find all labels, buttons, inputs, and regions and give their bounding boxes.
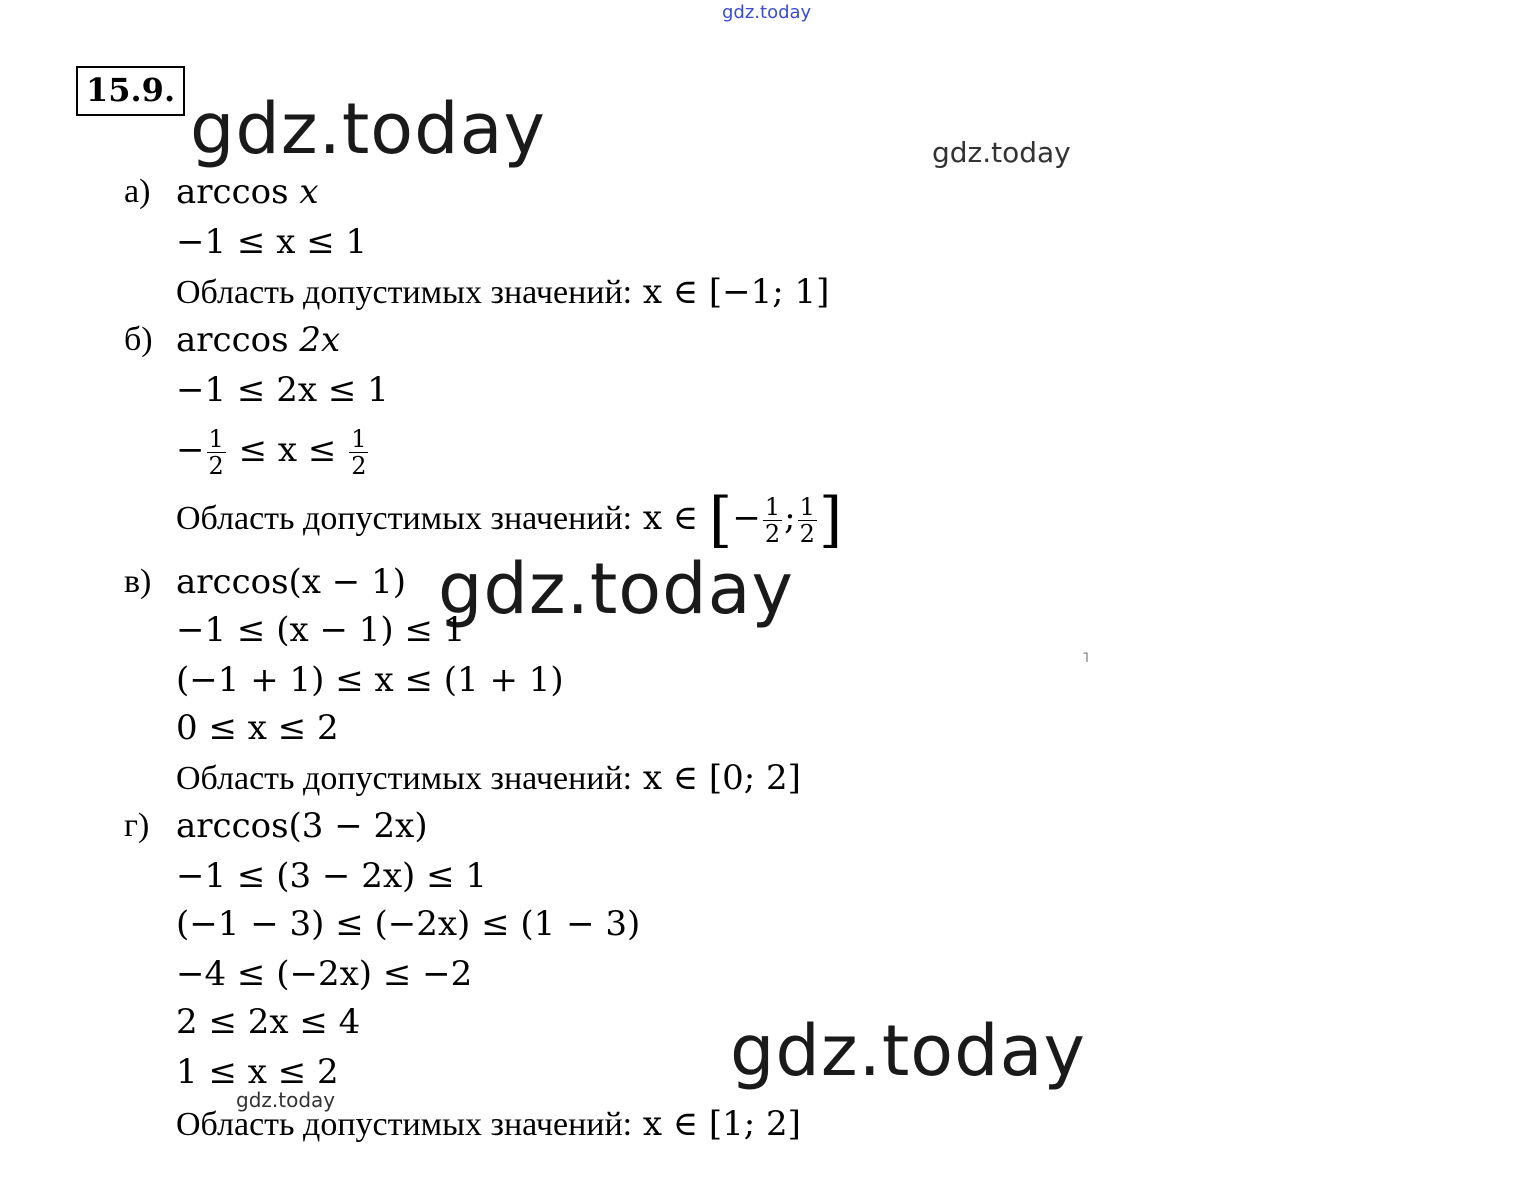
fraction-numerator: 1 [351, 424, 367, 453]
part-b-label: б) [124, 321, 153, 358]
part-b-domain-prefix: x ∈ [642, 498, 699, 538]
part-g-domain-value: x ∈ [1; 2] [642, 1104, 801, 1144]
fraction-denominator: 2 [351, 451, 367, 480]
part-g-domain-label: Область допустимых значений: [176, 1106, 633, 1143]
fraction-numerator: 1 [764, 492, 781, 521]
part-b-inequality-2 [176, 420, 370, 480]
watermark-small-2: gdz.today [236, 1088, 336, 1112]
part-g-expression: arccos(3 − 2x) [176, 806, 428, 846]
part-a-domain [176, 272, 829, 313]
part-b-domain [176, 485, 843, 555]
part-v-expression: arccos(x − 1) [176, 562, 406, 602]
part-v-inequality-3: 0 ≤ x ≤ 2 [176, 708, 339, 748]
part-b-middle: ≤ x ≤ [238, 430, 337, 470]
part-b-domain-label: Область допустимых значений: [176, 500, 633, 537]
part-a-label: а) [124, 173, 151, 210]
part-a-var: x [299, 172, 319, 212]
part-b-minus: − [176, 430, 205, 470]
problem-number: 15.9. [76, 66, 185, 116]
part-a-domain-label: Область допустимых значений: [176, 274, 633, 311]
fraction-denominator: 2 [208, 451, 224, 480]
fraction-denominator: 2 [764, 519, 781, 548]
watermark-small-1: gdz.today [932, 136, 1071, 169]
part-g-label: г) [124, 807, 150, 844]
part-a-fn: arccos [176, 172, 289, 212]
part-g-inequality-5: 1 ≤ x ≤ 2 [176, 1052, 339, 1092]
part-b-domain-sep: ; [784, 498, 796, 538]
part-b-domain-minus: − [732, 498, 761, 538]
part-b-domain-fraction-1 [763, 494, 782, 547]
part-g-inequality-3: −4 ≤ (−2x) ≤ −2 [176, 954, 473, 994]
watermark-large-3: gdz.today [730, 1010, 1086, 1092]
fraction-denominator: 2 [799, 519, 815, 548]
watermark-top: gdz.today [722, 2, 812, 23]
part-b-inequality-1: −1 ≤ 2x ≤ 1 [176, 370, 389, 410]
part-v-domain-label: Область допустимых значений: [176, 760, 633, 797]
part-a-domain-value: x ∈ [−1; 1] [642, 272, 830, 312]
part-a-expression [176, 172, 319, 212]
part-g-inequality-4: 2 ≤ 2x ≤ 4 [176, 1002, 361, 1042]
part-g-inequality-1: −1 ≤ (3 − 2x) ≤ 1 [176, 856, 488, 896]
watermark-large-1: gdz.today [190, 88, 546, 170]
fraction-numerator: 1 [799, 492, 815, 521]
fraction-numerator: 1 [208, 424, 224, 453]
part-b-right-bracket: ] [818, 485, 843, 555]
part-b-fn: arccos [176, 320, 289, 360]
part-v-domain-value: x ∈ [0; 2] [642, 758, 801, 798]
part-b-arg: 2x [299, 320, 341, 360]
part-b-fraction-2 [349, 426, 368, 479]
watermark-large-2: gdz.today [438, 548, 794, 630]
part-v-inequality-1: −1 ≤ (x − 1) ≤ 1 [176, 610, 466, 650]
part-b-left-bracket: [ [708, 485, 733, 555]
part-v-domain [176, 758, 801, 799]
part-v-label: в) [124, 563, 152, 600]
part-b-expression [176, 320, 340, 360]
part-a-inequality: −1 ≤ x ≤ 1 [176, 222, 368, 262]
stray-mark: ˥ [1082, 650, 1089, 666]
part-b-fraction-1 [207, 426, 226, 479]
part-g-inequality-2: (−1 − 3) ≤ (−2x) ≤ (1 − 3) [176, 904, 641, 944]
part-b-domain-fraction-2 [798, 494, 817, 547]
part-v-inequality-2: (−1 + 1) ≤ x ≤ (1 + 1) [176, 660, 564, 700]
part-g-domain [176, 1104, 801, 1145]
